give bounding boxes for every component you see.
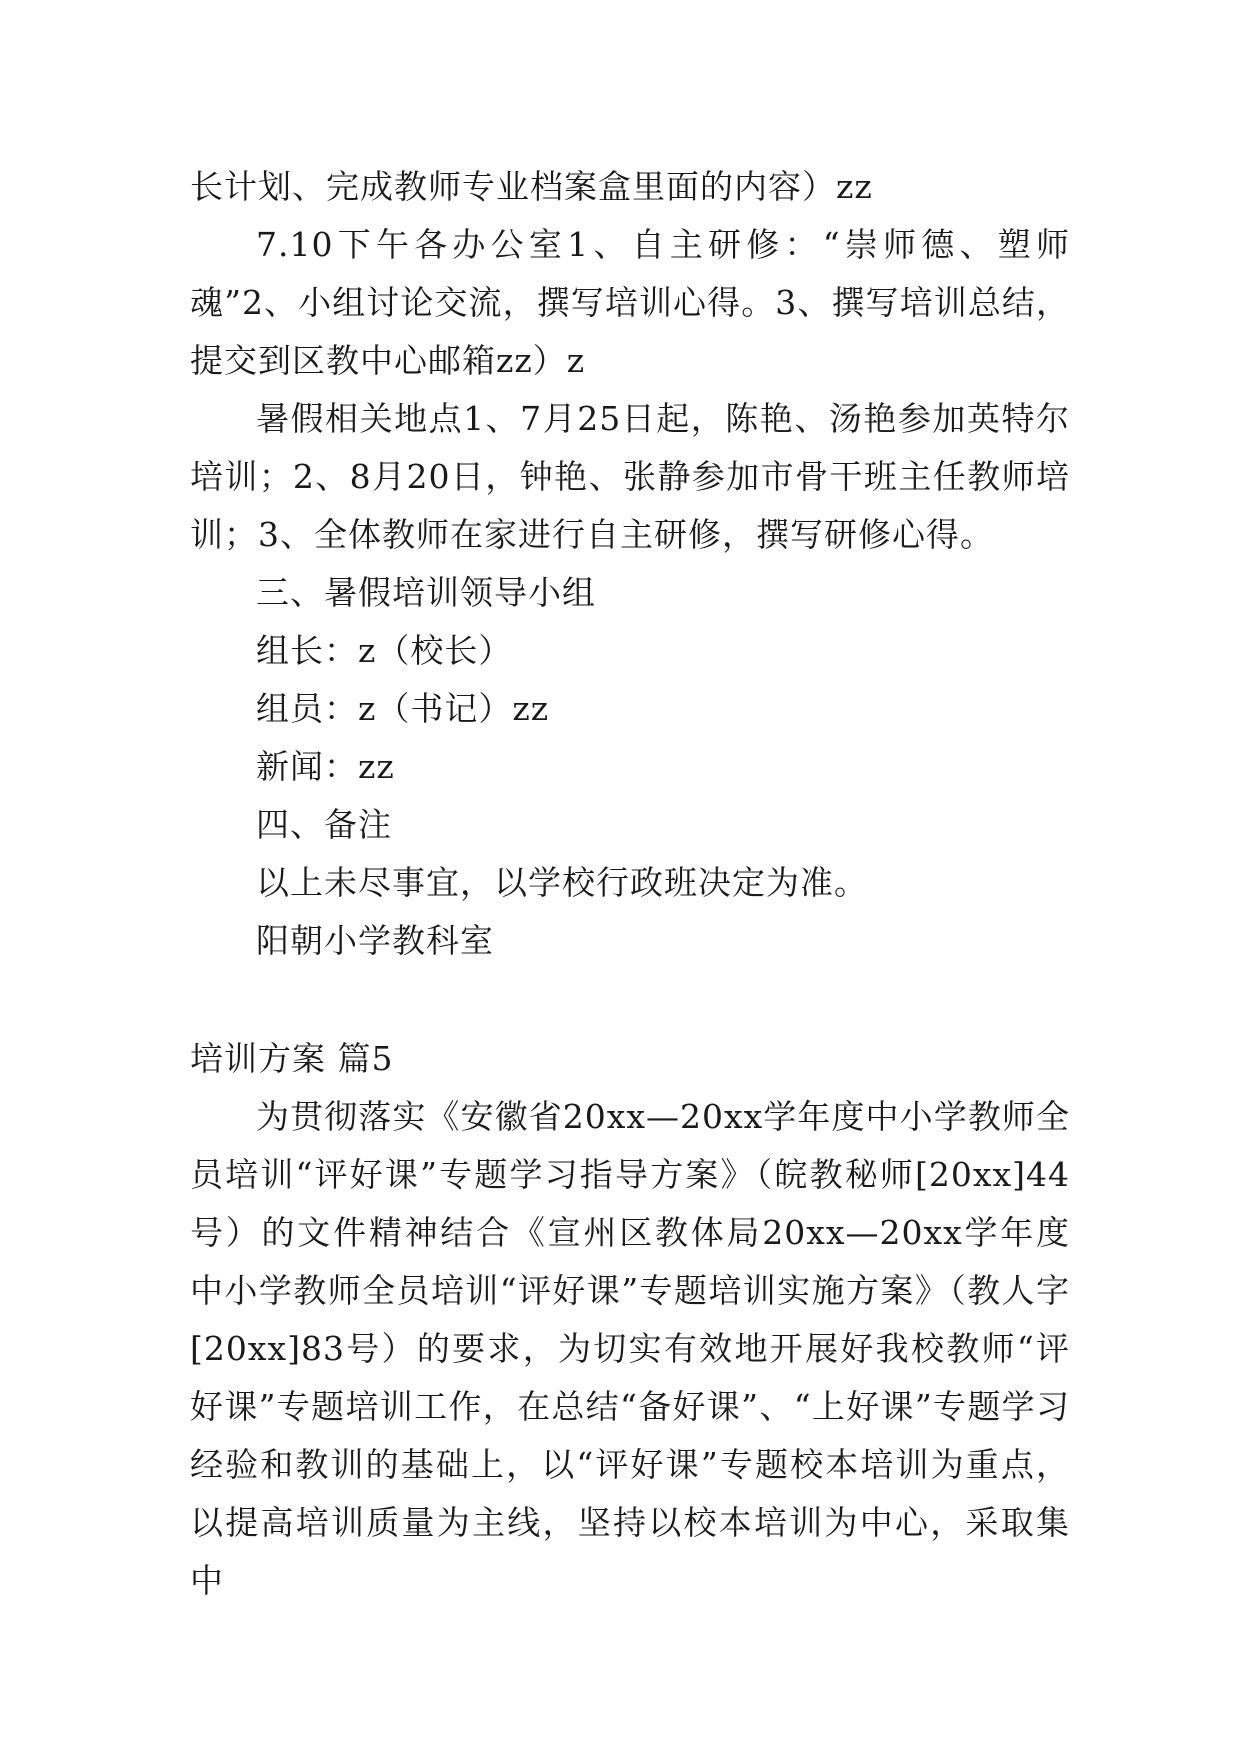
line-news: 新闻：zz bbox=[256, 747, 395, 786]
paragraph-schedule-july-10: 7.10下午各办公室1、自主研修：“崇师德、塑师魂”2、小组讨论交流，撰写培训心得。3、撰写培训总结，提交到区教中心邮箱zz）z bbox=[190, 225, 1070, 380]
heading-remarks: 四、备注 bbox=[256, 805, 392, 844]
previous-section-continuation bbox=[190, 158, 1070, 970]
line-signature: 阳朝小学教科室 bbox=[256, 921, 494, 960]
heading-leadership-group: 三、暑假培训领导小组 bbox=[256, 573, 596, 612]
paragraph-summer-schedule: 暑假相关地点1、7月25日起，陈艳、汤艳参加英特尔培训；2、8月20日，钟艳、张静参加市骨干班主任教师培训；3、全体教师在家进行自主研修，撰写研修心得。 bbox=[190, 399, 1070, 554]
paragraph-intro: 为贯彻落实《安徽省20xx—20xx学年度中小学教师全员培训“评好课”专题学习指导方案》（皖教秘师[20xx]44号）的文件精神结合《宣州区教体局20xx—20xx学年度中小学教师全员培训“评好课”专题培训实施方案》（教人字[20xx]83号）的要求，为切实有效地开展好我校教师“评好课”专题培训工作，在总结“备好课”、“上好课”专题学习经验和教训的基础上，以“评好课”专题校本培训为重点，以提高培训质量为主线，坚持以校本培训为中心，采取集中 bbox=[190, 1097, 1070, 1600]
section-title: 培训方案 篇5 bbox=[190, 1039, 394, 1078]
section-five bbox=[190, 1030, 1070, 1610]
line-group-leader: 组长：z（校长） bbox=[256, 631, 513, 670]
paragraph-continuation: 长计划、完成教师专业档案盒里面的内容）zz bbox=[190, 167, 873, 206]
line-remarks: 以上未尽事宜，以学校行政班决定为准。 bbox=[256, 863, 868, 902]
line-group-members: 组员：z（书记）zz bbox=[256, 689, 550, 728]
